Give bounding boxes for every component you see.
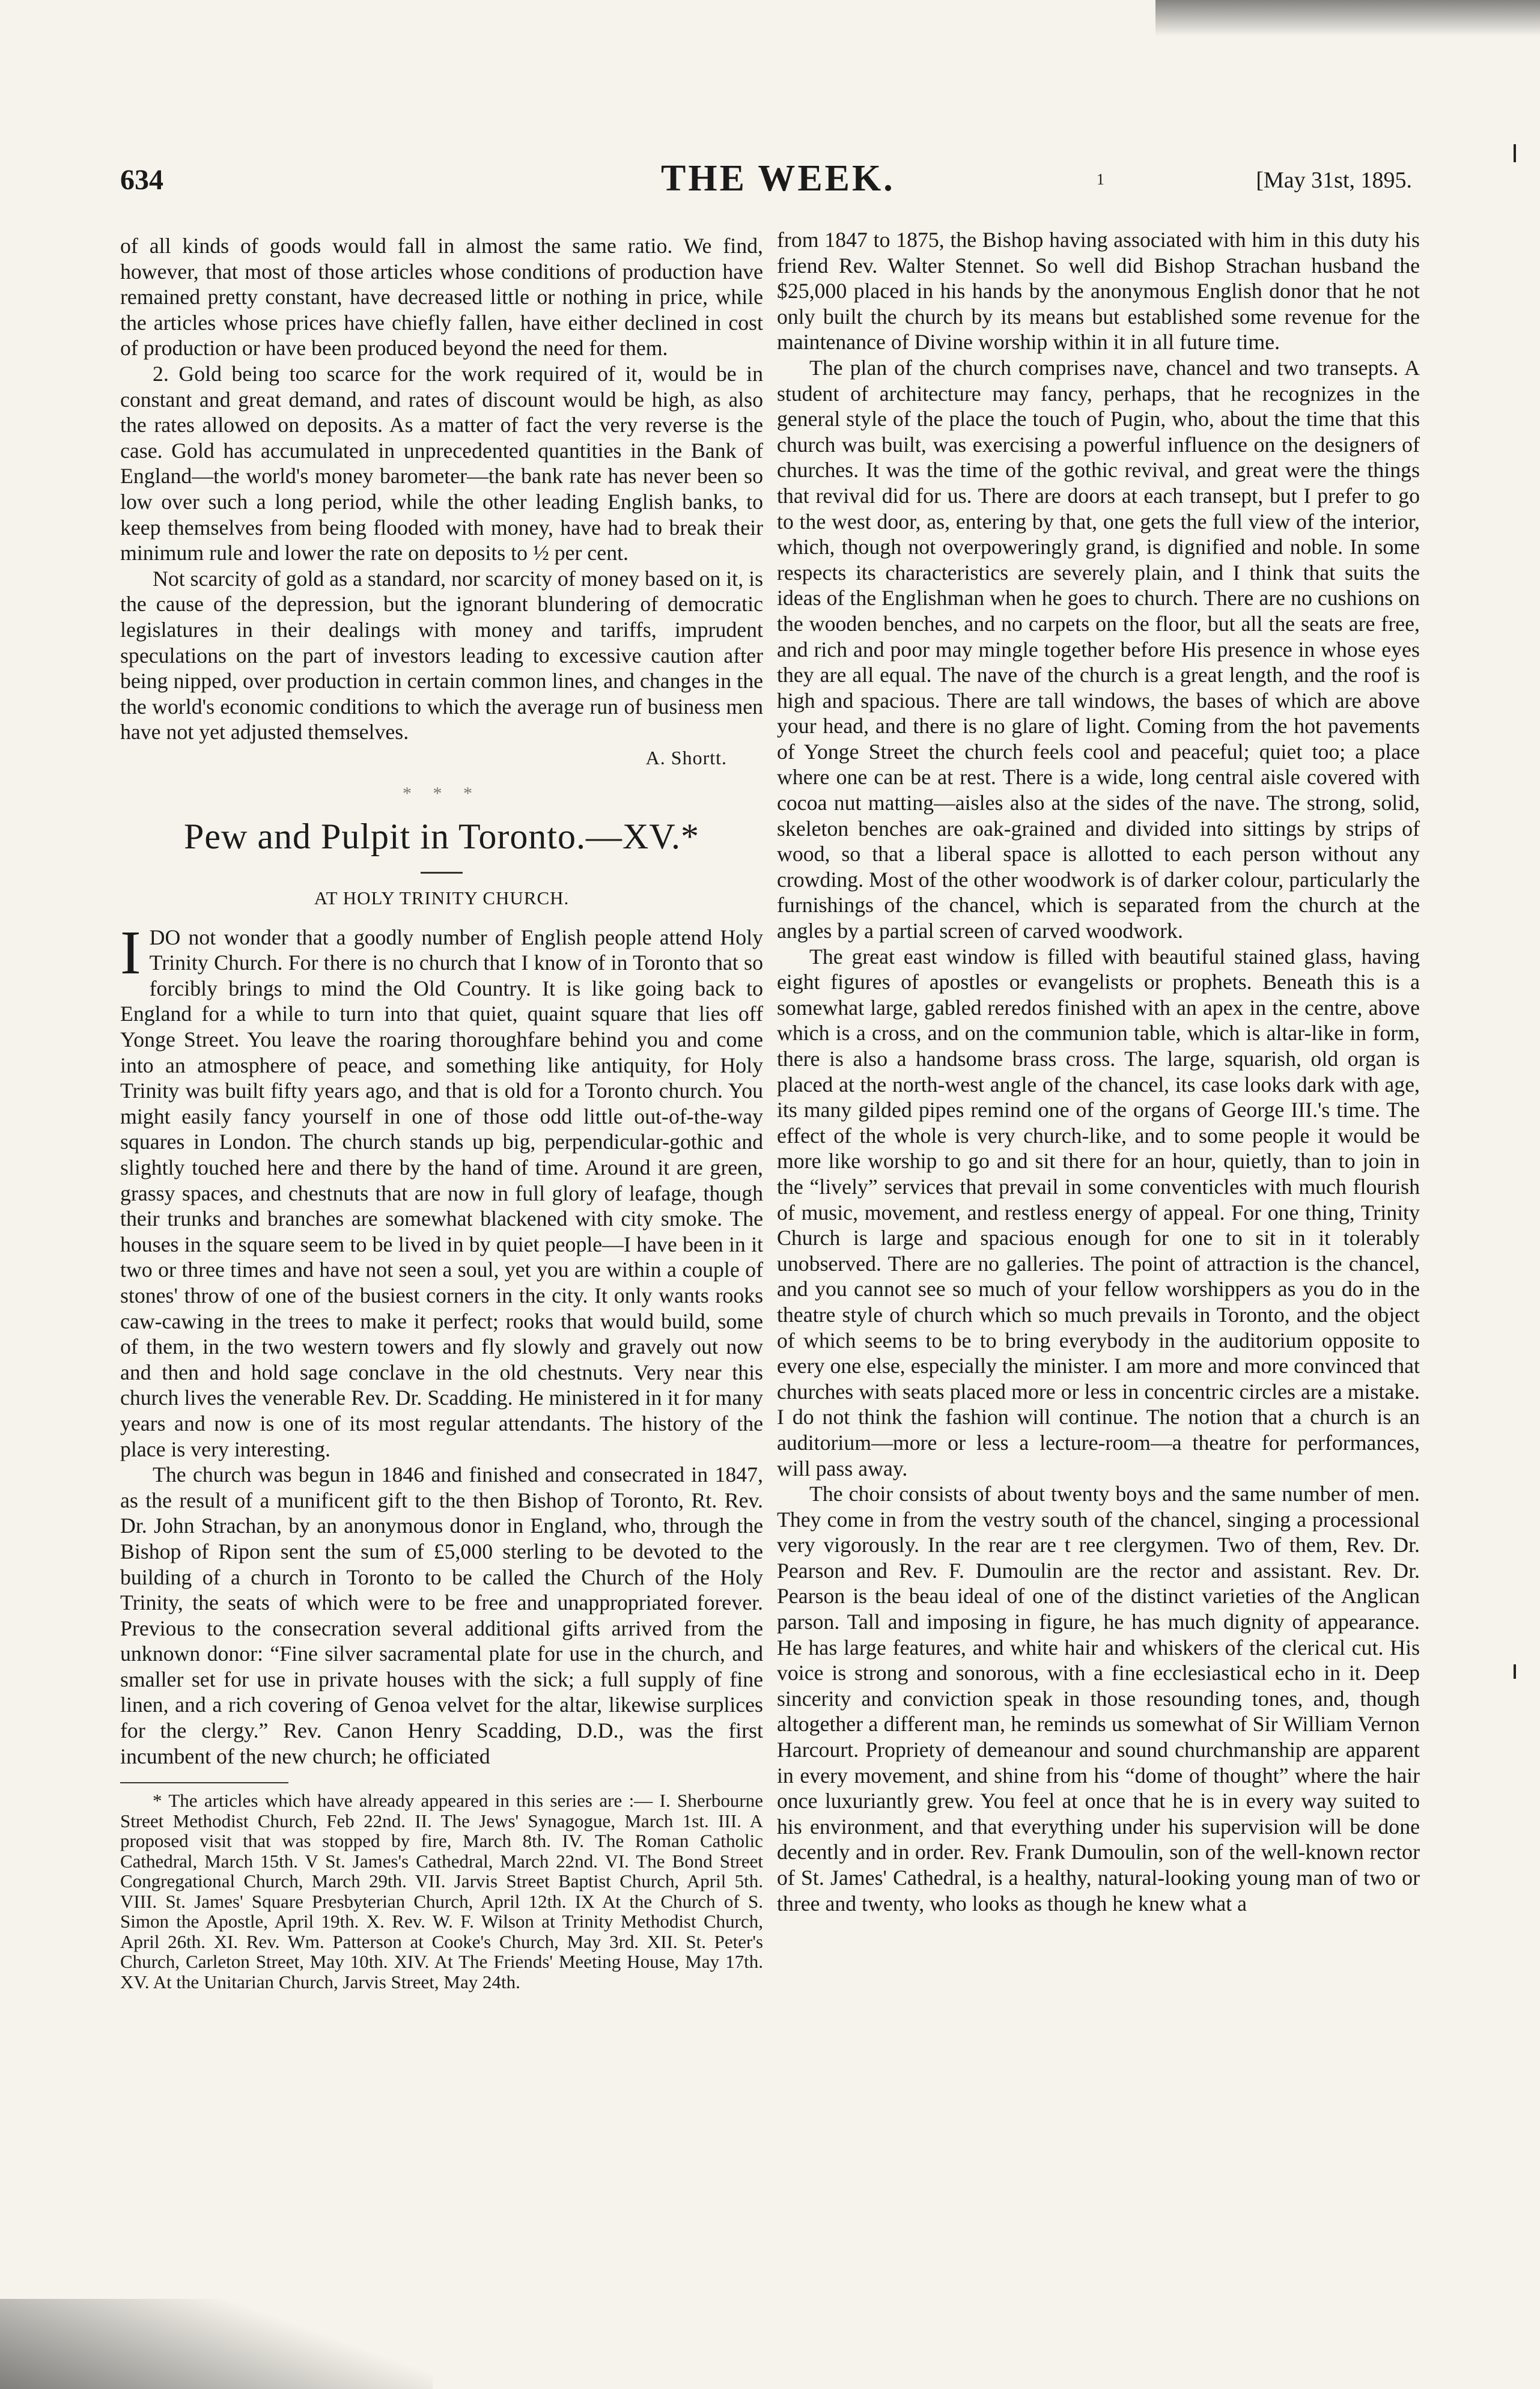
drop-cap: I <box>120 918 141 987</box>
paragraph: The choir consists of about twenty boys and the same number of men. They come in from the vestry south of the chancel, singing a processional very vigorously. In the rear are t ree clergymen. Two of them, Rev. Dr. Pearson and Rev. F. Dumoulin are the rector and assistant. Rev. Dr. Pearson is the beau ideal of one of the distinct varieties of the Anglican parson. Tall and imposing in figure, he has much dignity of appearance. He has large features, and white hair and whiskers of the clerical cut. His voice is strong and sonorous, with a fine ecclesiastical echo in it. Deep sincerity and conviction speak in those resounding tones, and, though altogether a different man, he reminds us somewhat of Sir William Vernon Harcourt. Propriety of demeanour and sound churchmanship are apparent in every movement, and shine from his “dome of thought” where the hair once luxuriantly grew. You feel at once that he is in every way suited to his environment, and that everything under his supervision will be done decently and in order. Rev. Frank Dumoulin, son of the well-known rector of St. James' Cathedral, is a healthy, natural-looking young man of two or three and twenty, who looks as though he knew what a <box>777 1482 1420 1916</box>
right-column <box>777 227 1420 1916</box>
publication-title: THE WEEK. <box>661 158 895 199</box>
scan-shadow-bottom <box>0 2299 433 2389</box>
paragraph: Not scarcity of gold as a standard, nor scarcity of money based on it, is the cause of the depression, but the ignorant blundering of democratic legislatures in their dealings with money and tariffs, imprudent speculations on the part of investors leading to excessive caution after being nipped, over production in certain common lines, and changes in the the world's economic conditions to which the average run of business men have not yet adjusted themselves. <box>120 566 763 744</box>
header-mark: 1 <box>1097 171 1104 188</box>
scan-shadow-top <box>1155 0 1540 36</box>
paragraph: The plan of the church comprises nave, chancel and two transepts. A student of architecture may fancy, perhaps, that he recognizes in the general style of the place the touch of Pugin, who, about the time that this church was built, was exercising a powerful influence on the designers of churches. It was the time of the gothic revival, and great were the things that revival did for us. There are doors at each transept, but I prefer to go to the west door, as, entering by that, one gets the full view of the interior, which, though not overpoweringly grand, is dignified and noble. In some respects its characteristics are severely plain, and I think that suits the ideas of the Englishman when he goes to church. There are no cushions on the wooden benches, and no carpets on the floor, but all the seats are free, and rich and poor may mingle together before His presence in whose eyes they are all equal. The nave of the church is a great length, and the roof is high and spacious. There are tall windows, the bases of which are above your head, and there is no glare of light. Coming from the hot pavements of Yonge Street the church feels cool and peaceful; quiet too; a place where one can be at rest. There is a wide, long central aisle covered with cocoa nut matting—aisles also at the sides of the nave. The strong, solid, skeleton benches are oak-grained and divided into sittings by strips of wood, so that a liberal space is allotted to each person without any crowding. Most of the other woodwork is of darker colour, particularly the furnishings of the chancel, which is separated from the church at the angles by a partial screen of carved woodwork. <box>777 355 1420 943</box>
edge-mark <box>1514 144 1516 162</box>
footnote-rule <box>120 1782 288 1783</box>
footnote: * The articles which have already appeared in this series are :— I. Sherbourne Street Methodist Church, Feb 22nd. II. The Jews' Synagogue, March 1st. III. A proposed visit that was stopped by fire, March 8th. IV. The Roman Catholic Cathedral, March 15th. V St. James's Cathedral, March 22nd. VI. The Bond Street Congregational Church, March 29th. VII. Jarvis Street Baptist Church, April 5th. VIII. St. James' Square Presbyterian Church, April 12th. IX At the Church of S. Simon the Apostle, April 19th. X. Rev. W. F. Wilson at Trinity Methodist Church, April 26th. XI. Rev. Wm. Patterson at Cooke's Church, May 3rd. XII. St. Peter's Church, Carleton Street, May 10th. XIV. At The Friends' Meeting House, May 17th. XV. At the Unitarian Church, Jarvis Street, May 24th. <box>120 1790 763 1992</box>
issue-date: [May 31st, 1895. <box>1256 168 1412 193</box>
page-number: 634 <box>120 164 163 196</box>
article-subheading: AT HOLY TRINITY CHURCH. <box>314 887 570 909</box>
section-divider: * * * <box>403 784 481 804</box>
paragraph: The great east window is filled with beautiful stained glass, having eight figures of apostles or evangelists or prophets. Beneath this is a somewhat large, gabled reredos finished with an apex in the centre, above which is a cross, and on the communion table, which is altar-like in form, there is also a handsome brass cross. The large, squarish, old organ is placed at the north-west angle of the chancel, its case looks dark with age, its many gilded pipes remind one of the organs of George III.'s time. The effect of the whole is very church-like, and to some people it would be more like worship to go and sit there for an hour, quietly, than to join in the “lively” services that prevail in some conventicles with much flourish of music, movement, and restless energy of appeal. For one thing, Trinity Church is large and spacious enough for one to sit in it tolerably unobserved. There are no galleries. The point of attraction is the chancel, and you cannot see so much of your fellow worshippers as you do in the theatre style of church which so much prevails in Toronto, and the object of which seems to be to bring everybody in the auditorium opposite to every one else, especially the minister. I am more and more convinced that churches with seats placed more or less in concentric circles are a mistake. I do not think the fashion will continue. The notion that a church is an auditorium—more or less a lecture-room—a theatre for performances, will pass away. <box>777 944 1420 1481</box>
author-signature: A. Shortt. <box>645 746 727 768</box>
left-column <box>120 233 763 1992</box>
page-header <box>120 157 1418 205</box>
paragraph: from 1847 to 1875, the Bishop having associated with him in this duty his friend Rev. Walter Stennet. So well did Bishop Strachan husband the $25,000 placed in his hands by the anonymous English donor that he not only built the church by its means but established some revenue for the maintenance of Divine worship within it in all future time. <box>777 228 1420 355</box>
paragraph <box>120 918 763 1462</box>
paragraph: of all kinds of goods would fall in almost the same ratio. We find, however, that most of those articles whose conditions of production have remained pretty constant, have decreased little or nothing in price, while the articles whose prices have chiefly fallen, have either declined in cost of production or have been produced beyond the need for them. <box>120 234 763 361</box>
edge-mark <box>1514 1664 1516 1679</box>
paragraph-text: DO not wonder that a goodly number of English people attend Holy Trinity Church. For there is no church that I know of in Toronto that so forcibly brings to mind the Old Country. It is like going back to England for a while to turn into that quiet, quaint square that lies off Yonge Street. You leave the roaring thoroughfare behind you and come into an atmosphere of peace, and something like antiquity, for Holy Trinity was built fifty years ago, and that is old for a Toronto church. You might easily fancy yourself in one of those odd little out-of-the-way squares in London. The church stands up big, perpendicular-gothic and slightly touched here and there by the hand of time. Around it are green, grassy spaces, and chestnuts that are now in full glory of leafage, though their trunks and branches are somewhat blackened with city smoke. The houses in the square seem to be lived in by quiet people—I have been in it two or three times and have not seen a soul, yet you are within a couple of stones' throw of one of the busiest corners in the city. It only wants rooks caw-cawing in the trees to make it perfect; rooks that would build, some of them, in the two western towers and fly slowly and gravely out now and then and hold sage conclave in the old chestnuts. Very near this church lives the venerable Rev. Dr. Scadding. He ministered in it for many years and now is one of its most regular attendants. The history of the place is very interesting. <box>120 925 763 1461</box>
article-title: Pew and Pulpit in Toronto.—XV.* <box>184 817 699 857</box>
paragraph: 2. Gold being too scarce for the work required of it, would be in constant and great demand, and rates of discount would be high, as also the rates allowed on deposits. As a matter of fact the very reverse is the case. Gold has accumulated in unprecedented quantities in the Bank of England—the world's money barometer—the bank rate has never been so low over such a long period, while the other leading English banks, to keep themselves from being flooded with money, have had to break their minimum rule and lower the rate on deposits to ½ per cent. <box>120 361 763 565</box>
paragraph: The church was begun in 1846 and finished and consecrated in 1847, as the result of a munificent gift to the then Bishop of Toronto, Rt. Rev. Dr. John Strachan, by an anonymous donor in England, who, through the Bishop of Ripon sent the sum of £5,000 sterling to be devoted to the building of a church in Toronto to be called the Church of the Holy Trinity, the seats of which were to be free and unappropriated forever. Previous to the consecration several additional gifts arrived from the unknown donor: “Fine silver sacramental plate for use in the church, and smaller set for use in private houses with the sick; a full supply of fine linen, and a rich covering of Genoa velvet for the altar, likewise surplices for the clergy.” Rev. Canon Henry Scadding, D.D., was the first incumbent of the new church; he officiated <box>120 1462 763 1768</box>
title-rule <box>421 872 463 874</box>
